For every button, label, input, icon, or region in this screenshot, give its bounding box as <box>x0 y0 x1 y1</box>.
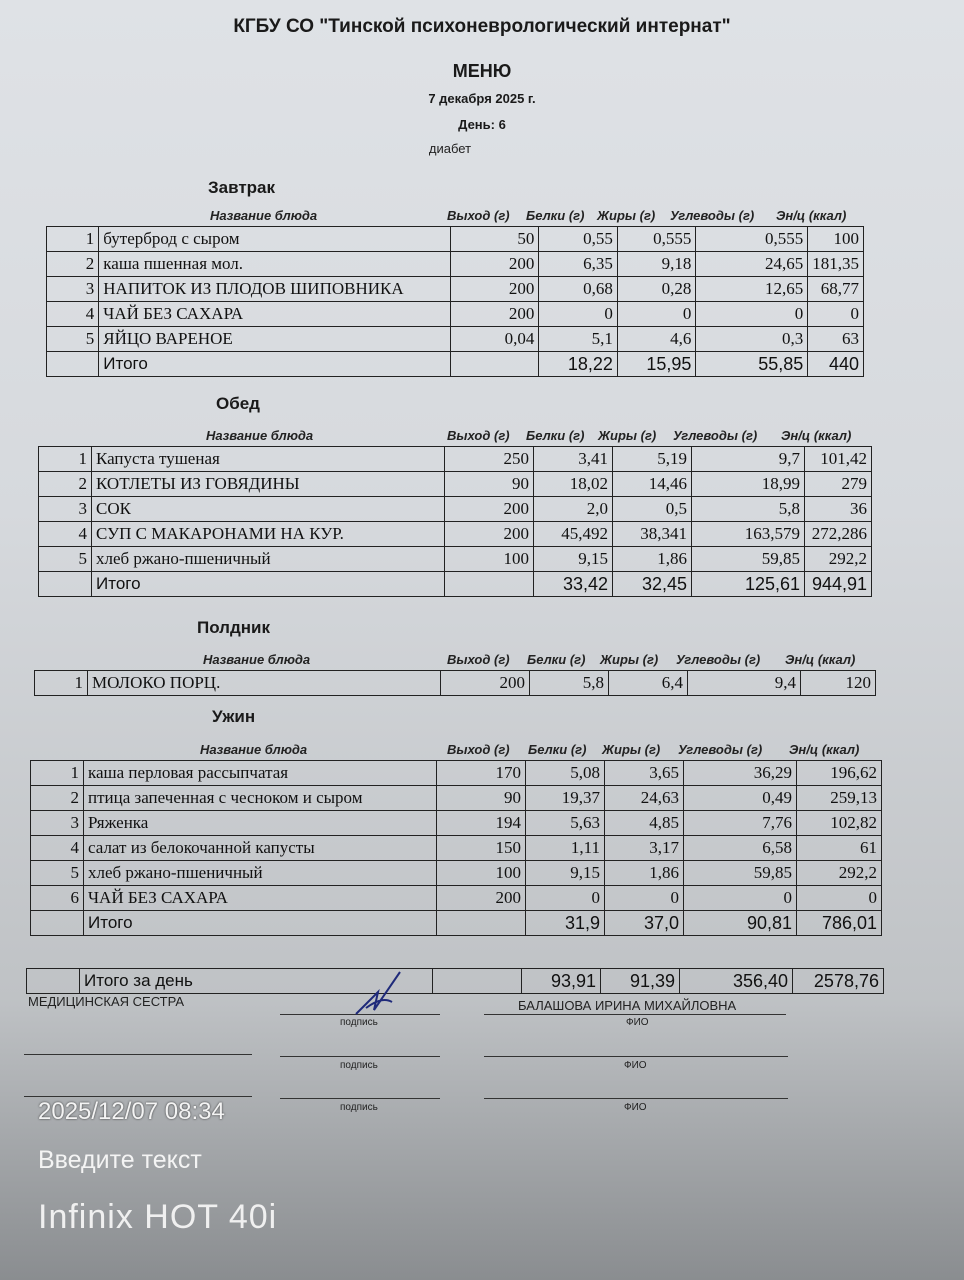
column-headers-dinner <box>0 742 964 758</box>
carbs-cell: 9,7 <box>692 447 805 472</box>
table-row <box>31 886 882 911</box>
yield-cell: 200 <box>451 302 539 327</box>
menu-day: День: 6 <box>458 117 506 132</box>
total-row <box>39 572 872 597</box>
dish-name: хлеб ржано-пшеничный <box>84 861 437 886</box>
col-yield: Выход (г) <box>447 208 510 223</box>
day-total-energy: 2578,76 <box>793 969 884 994</box>
signature-label: подпись <box>340 1060 378 1071</box>
total-spacer <box>47 352 99 377</box>
total-label: Итого <box>99 352 451 377</box>
col-yield: Выход (г) <box>447 742 510 757</box>
dish-name: Ряженка <box>84 811 437 836</box>
col-name: Название блюда <box>210 208 318 223</box>
energy-cell: 181,35 <box>808 252 864 277</box>
breakfast-table <box>46 226 864 377</box>
energy-cell: 292,2 <box>805 547 872 572</box>
table-row <box>39 522 872 547</box>
row-number: 1 <box>39 447 92 472</box>
col-energy: Эн/ц (ккал) <box>789 742 860 757</box>
fat-cell: 0,28 <box>617 277 696 302</box>
dish-name: Капуста тушеная <box>92 447 445 472</box>
dish-name: птица запеченная с чесноком и сыром <box>84 786 437 811</box>
energy-cell: 279 <box>805 472 872 497</box>
fio-label: ФИО <box>626 1017 649 1028</box>
fat-cell: 0 <box>617 302 696 327</box>
yield-cell: 200 <box>451 252 539 277</box>
fio-label: ФИО <box>624 1102 647 1113</box>
fat-cell: 9,18 <box>617 252 696 277</box>
col-fat: Жиры (г) <box>600 652 659 667</box>
handwritten-signature <box>352 968 412 1020</box>
fio-label: ФИО <box>624 1060 647 1071</box>
protein-cell: 0,55 <box>539 227 618 252</box>
carbs-cell: 24,65 <box>696 252 808 277</box>
carbs-cell: 0 <box>684 886 797 911</box>
total-spacer <box>31 911 84 936</box>
energy-cell: 120 <box>801 671 876 696</box>
fat-cell: 5,19 <box>613 447 692 472</box>
col-yield: Выход (г) <box>447 652 510 667</box>
yield-cell: 200 <box>437 886 526 911</box>
col-carbs: Углеводы (г) <box>678 742 763 757</box>
row-number: 5 <box>47 327 99 352</box>
energy-cell: 63 <box>808 327 864 352</box>
row-number: 1 <box>31 761 84 786</box>
total-row <box>47 352 864 377</box>
col-fat: Жиры (г) <box>602 742 661 757</box>
yield-cell: 0,04 <box>451 327 539 352</box>
carbs-cell: 12,65 <box>696 277 808 302</box>
total-energy: 440 <box>808 352 864 377</box>
col-energy: Эн/ц (ккал) <box>785 652 856 667</box>
signature-label: подпись <box>340 1102 378 1113</box>
yield-cell: 200 <box>445 522 534 547</box>
row-number: 4 <box>47 302 99 327</box>
row-number: 2 <box>47 252 99 277</box>
col-energy: Эн/ц (ккал) <box>781 428 852 443</box>
yield-cell: 200 <box>451 277 539 302</box>
day-total-label: Итого за день <box>80 969 433 994</box>
fat-cell: 3,17 <box>605 836 684 861</box>
dish-name: каша пшенная мол. <box>99 252 451 277</box>
protein-cell: 0 <box>526 886 605 911</box>
col-protein: Белки (г) <box>526 208 585 223</box>
table-row <box>31 836 882 861</box>
nurse-role-label: МЕДИЦИНСКАЯ СЕСТРА <box>28 994 185 1009</box>
total-carbs: 125,61 <box>692 572 805 597</box>
energy-cell: 0 <box>797 886 882 911</box>
dish-name: ЯЙЦО ВАРЕНОЕ <box>99 327 451 352</box>
energy-cell: 259,13 <box>797 786 882 811</box>
table-row <box>47 327 864 352</box>
table-row <box>39 472 872 497</box>
yield-cell: 250 <box>445 447 534 472</box>
energy-cell: 196,62 <box>797 761 882 786</box>
fat-cell: 0,555 <box>617 227 696 252</box>
col-fat: Жиры (г) <box>597 208 656 223</box>
fio-line <box>484 1014 786 1015</box>
row-number: 6 <box>31 886 84 911</box>
day-total-protein: 93,91 <box>522 969 601 994</box>
table-row <box>35 671 876 696</box>
fat-cell: 14,46 <box>613 472 692 497</box>
protein-cell: 3,41 <box>534 447 613 472</box>
col-protein: Белки (г) <box>526 428 585 443</box>
dish-name: МОЛОКО ПОРЦ. <box>88 671 441 696</box>
total-energy: 944,91 <box>805 572 872 597</box>
carbs-cell: 5,8 <box>692 497 805 522</box>
carbs-cell: 9,4 <box>688 671 801 696</box>
dish-name: каша перловая рассыпчатая <box>84 761 437 786</box>
fat-cell: 1,86 <box>605 861 684 886</box>
dish-name: ЧАЙ БЕЗ САХАРА <box>84 886 437 911</box>
yield-cell: 90 <box>445 472 534 497</box>
protein-cell: 5,8 <box>530 671 609 696</box>
fat-cell: 6,4 <box>609 671 688 696</box>
table-row <box>31 811 882 836</box>
diet-type: диабет <box>428 141 472 156</box>
total-protein: 31,9 <box>526 911 605 936</box>
energy-cell: 61 <box>797 836 882 861</box>
energy-cell: 0 <box>808 302 864 327</box>
dish-name: СУП С МАКАРОНАМИ НА КУР. <box>92 522 445 547</box>
section-title-dinner: Ужин <box>212 707 256 726</box>
fio-line <box>484 1056 788 1057</box>
role-line <box>24 1096 252 1097</box>
energy-cell: 272,286 <box>805 522 872 547</box>
total-protein: 33,42 <box>534 572 613 597</box>
protein-cell: 0,68 <box>539 277 618 302</box>
dinner-table <box>30 760 882 936</box>
col-name: Название блюда <box>203 652 311 667</box>
total-carbs: 55,85 <box>696 352 808 377</box>
fat-cell: 24,63 <box>605 786 684 811</box>
fat-cell: 1,86 <box>613 547 692 572</box>
row-number: 1 <box>47 227 99 252</box>
energy-cell: 100 <box>808 227 864 252</box>
dish-name: бутерброд с сыром <box>99 227 451 252</box>
carbs-cell: 18,99 <box>692 472 805 497</box>
row-number: 5 <box>31 861 84 886</box>
table-row <box>31 786 882 811</box>
yield-cell: 170 <box>437 761 526 786</box>
yield-cell: 100 <box>445 547 534 572</box>
fat-cell: 0,5 <box>613 497 692 522</box>
yield-cell: 100 <box>437 861 526 886</box>
total-spacer <box>27 969 80 994</box>
dish-name: салат из белокочанной капусты <box>84 836 437 861</box>
protein-cell: 2,0 <box>534 497 613 522</box>
day-total-row <box>27 969 884 994</box>
protein-cell: 0 <box>539 302 618 327</box>
yield-cell: 200 <box>441 671 530 696</box>
total-fat: 15,95 <box>617 352 696 377</box>
dish-name: СОК <box>92 497 445 522</box>
column-headers-lunch <box>0 428 964 444</box>
col-protein: Белки (г) <box>528 742 587 757</box>
protein-cell: 5,08 <box>526 761 605 786</box>
section-title-lunch: Обед <box>216 394 260 413</box>
camera-watermark: Infinix HOT 40i <box>38 1198 278 1236</box>
total-row <box>31 911 882 936</box>
row-number: 2 <box>39 472 92 497</box>
row-number: 2 <box>31 786 84 811</box>
row-number: 3 <box>31 811 84 836</box>
carbs-cell: 0,49 <box>684 786 797 811</box>
protein-cell: 5,1 <box>539 327 618 352</box>
table-row <box>47 277 864 302</box>
col-carbs: Углеводы (г) <box>676 652 761 667</box>
fio-line <box>484 1098 788 1099</box>
nurse-name: БАЛАШОВА ИРИНА МИХАЙЛОВНА <box>518 998 737 1013</box>
protein-cell: 5,63 <box>526 811 605 836</box>
column-headers-breakfast <box>0 208 964 224</box>
fat-cell: 4,85 <box>605 811 684 836</box>
role-line <box>24 1054 252 1055</box>
col-yield: Выход (г) <box>447 428 510 443</box>
energy-cell: 68,77 <box>808 277 864 302</box>
total-spacer <box>39 572 92 597</box>
energy-cell: 102,82 <box>797 811 882 836</box>
signature-label: подпись <box>340 1017 378 1028</box>
protein-cell: 9,15 <box>526 861 605 886</box>
carbs-cell: 0,3 <box>696 327 808 352</box>
fat-cell: 0 <box>605 886 684 911</box>
table-row <box>47 227 864 252</box>
yield-cell: 194 <box>437 811 526 836</box>
table-row <box>31 861 882 886</box>
total-yield-empty <box>445 572 534 597</box>
dish-name: хлеб ржано-пшеничный <box>92 547 445 572</box>
energy-cell: 36 <box>805 497 872 522</box>
organization-title: КГБУ СО "Тинской психоневрологический интернат" <box>233 16 731 37</box>
energy-cell: 101,42 <box>805 447 872 472</box>
total-protein: 18,22 <box>539 352 618 377</box>
row-number: 4 <box>31 836 84 861</box>
col-name: Название блюда <box>200 742 308 757</box>
row-number: 3 <box>47 277 99 302</box>
text-input-hint[interactable]: Введите текст <box>38 1146 202 1174</box>
table-row <box>39 547 872 572</box>
total-energy: 786,01 <box>797 911 882 936</box>
total-fat: 32,45 <box>613 572 692 597</box>
fat-cell: 4,6 <box>617 327 696 352</box>
total-yield-empty <box>451 352 539 377</box>
lunch-table <box>38 446 872 597</box>
col-energy: Эн/ц (ккал) <box>776 208 847 223</box>
fat-cell: 3,65 <box>605 761 684 786</box>
carbs-cell: 0,555 <box>696 227 808 252</box>
carbs-cell: 0 <box>696 302 808 327</box>
dish-name: КОТЛЕТЫ ИЗ ГОВЯДИНЫ <box>92 472 445 497</box>
total-carbs: 90,81 <box>684 911 797 936</box>
col-fat: Жиры (г) <box>598 428 657 443</box>
dish-name: ЧАЙ БЕЗ САХАРА <box>99 302 451 327</box>
yield-cell: 90 <box>437 786 526 811</box>
carbs-cell: 36,29 <box>684 761 797 786</box>
day-total-carbs: 356,40 <box>680 969 793 994</box>
yield-cell: 200 <box>445 497 534 522</box>
carbs-cell: 6,58 <box>684 836 797 861</box>
menu-date: 7 декабря 2025 г. <box>428 91 536 106</box>
photo-timestamp: 2025/12/07 08:34 <box>38 1098 225 1125</box>
document-title: МЕНЮ <box>452 61 512 81</box>
total-yield-empty <box>437 911 526 936</box>
section-title-snack: Полдник <box>197 618 270 637</box>
row-number: 5 <box>39 547 92 572</box>
row-number: 3 <box>39 497 92 522</box>
col-protein: Белки (г) <box>527 652 586 667</box>
protein-cell: 19,37 <box>526 786 605 811</box>
carbs-cell: 163,579 <box>692 522 805 547</box>
total-label: Итого <box>84 911 437 936</box>
protein-cell: 45,492 <box>534 522 613 547</box>
total-fat: 37,0 <box>605 911 684 936</box>
protein-cell: 1,11 <box>526 836 605 861</box>
total-label: Итого <box>92 572 445 597</box>
total-yield-empty <box>433 969 522 994</box>
table-row <box>47 302 864 327</box>
signature-line <box>280 1056 440 1057</box>
signature-line <box>280 1098 440 1099</box>
day-total-table <box>26 968 884 994</box>
yield-cell: 50 <box>451 227 539 252</box>
carbs-cell: 59,85 <box>692 547 805 572</box>
table-row <box>39 497 872 522</box>
carbs-cell: 7,76 <box>684 811 797 836</box>
col-carbs: Углеводы (г) <box>670 208 755 223</box>
yield-cell: 150 <box>437 836 526 861</box>
carbs-cell: 59,85 <box>684 861 797 886</box>
table-row <box>47 252 864 277</box>
fat-cell: 38,341 <box>613 522 692 547</box>
row-number: 1 <box>35 671 88 696</box>
energy-cell: 292,2 <box>797 861 882 886</box>
day-total-fat: 91,39 <box>601 969 680 994</box>
col-carbs: Углеводы (г) <box>673 428 758 443</box>
protein-cell: 18,02 <box>534 472 613 497</box>
column-headers-snack <box>0 652 964 668</box>
protein-cell: 9,15 <box>534 547 613 572</box>
protein-cell: 6,35 <box>539 252 618 277</box>
section-title-breakfast: Завтрак <box>208 178 276 197</box>
dish-name: НАПИТОК ИЗ ПЛОДОВ ШИПОВНИКА <box>99 277 451 302</box>
table-row <box>31 761 882 786</box>
table-row <box>39 447 872 472</box>
snack-table <box>34 670 876 696</box>
col-name: Название блюда <box>206 428 314 443</box>
row-number: 4 <box>39 522 92 547</box>
